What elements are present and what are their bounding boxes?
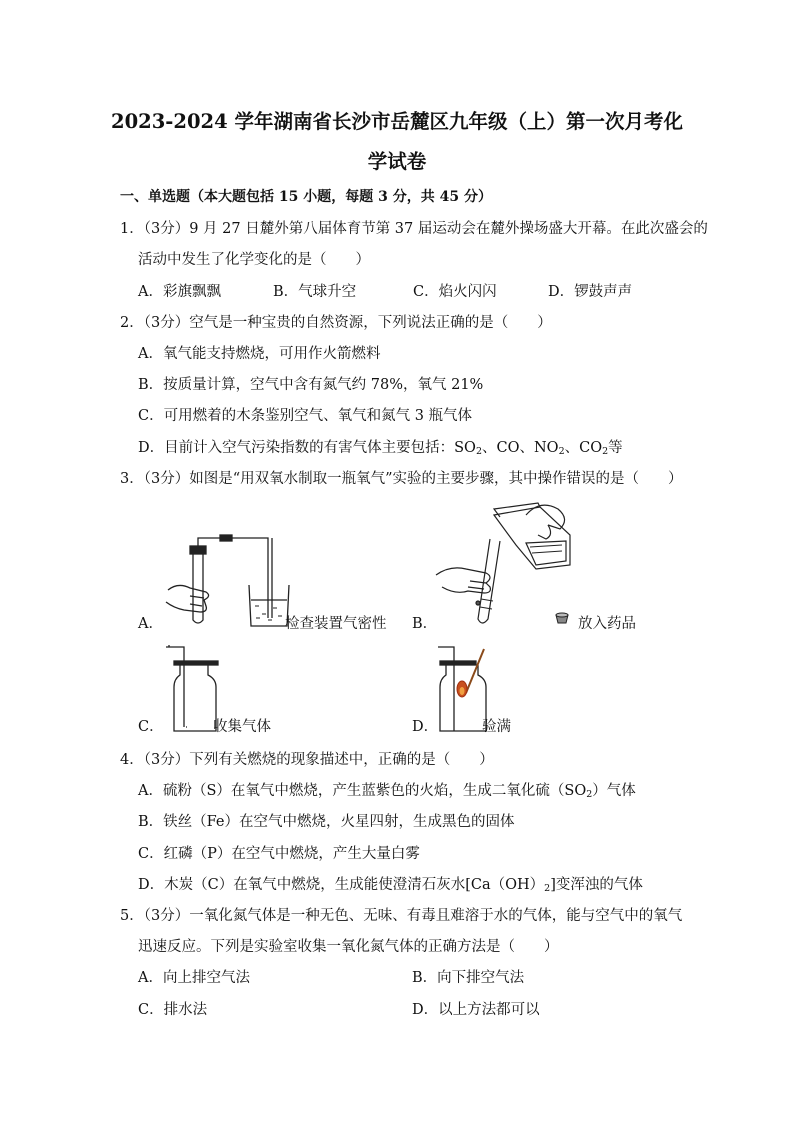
q1-option-b: B．气球升空 [273,284,357,300]
figure-c-collecting-gas [160,645,220,735]
q5-option-c: C．排水法 [138,1002,208,1018]
q4-stem: 4．（3分）下列有关燃烧的现象描述中，正确的是（ ） [120,752,494,768]
q3-label-b: B． [412,616,438,632]
q2-stem: 2．（3分）空气是一种宝贵的自然资源，下列说法正确的是（ ） [120,315,552,331]
q2-option-b: B．按质量计算，空气中含有氮气约 78%，氧气 21% [138,377,484,393]
q1-stem-line-2: 活动中发生了化学变化的是（ ） [138,252,370,268]
q3-caption-b: 放入药品 [578,616,636,632]
q3-caption-c: 收集气体 [213,719,271,735]
q3-label-a: A． [138,616,163,632]
q5-stem-line-2: 迅速反应。下列是实验室收集一氧化氮气体的正确方法是（ ） [138,939,559,955]
q2-option-a: A．氧气能支持燃烧，可用作火箭燃料 [138,346,381,362]
q5-option-d: D．以上方法都可以 [412,1002,540,1018]
q5-option-b: B．向下排空气法 [412,970,525,986]
q1-option-c: C．焰火闪闪 [413,284,497,300]
q4-option-c: C．红磷（P）在空气中燃烧，产生大量白雾 [138,846,420,862]
figure-b-adding-reagent [430,495,585,630]
q2-option-c: C．可用燃着的木条鉴别空气、氧气和氮气 3 瓶气体 [138,408,473,424]
stopper-icon [553,611,571,625]
q5-stem-line-1: 5．（3分）一氧化氮气体是一种无色、无味、有毒且难溶于水的气体，能与空气中的氧气 [120,908,683,924]
title-line-2: 学试卷 [367,150,427,173]
q5-option-a: A．向上排空气法 [138,970,250,986]
section-heading: 一、单选题（本大题包括 15 小题，每题 3 分，共 45 分） [120,189,492,205]
q1-stem-line-1: 1．（3分）9 月 27 日麓外第八届体育节第 37 届运动会在麓外操场盛大开幕。在此次盛会的 [120,221,708,237]
q4-option-b: B．铁丝（Fe）在空气中燃烧，火星四射，生成黑色的固体 [138,814,515,830]
q1-option-a: A．彩旗飘飘 [138,284,221,300]
q3-caption-a: 检查装置气密性 [285,616,387,632]
q4-option-a: A．硫粉（S）在氧气中燃烧，产生蓝紫色的火焰，生成二氧化硫$(SO_2)$气体 [138,783,636,800]
q3-label-d: D． [412,719,439,735]
q1-option-d: D．锣鼓声声 [548,284,633,300]
q3-caption-d: 验满 [482,719,511,735]
q4-option-d: D．木炭（C）在氧气中燃烧，生成能使澄清石灰水$[Ca(OH)_2]$变浑浊的气体 [138,877,643,894]
q2-option-d: D．目前计入空气污染指数的有害气体主要包括：$SO_2$、CO、$NO_2$、$CO_2$等 [138,440,623,457]
title-line-1: 2023-2024 学年湖南省长沙市岳麓区九年级（上）第一次月考化 [111,110,683,133]
q3-stem: 3．（3分）如图是“用双氧水制取一瓶氧气”实验的主要步骤，其中操作错误的是（ ） [120,471,683,487]
q3-label-c: C． [138,719,164,735]
figure-a-airtightness [160,530,290,630]
